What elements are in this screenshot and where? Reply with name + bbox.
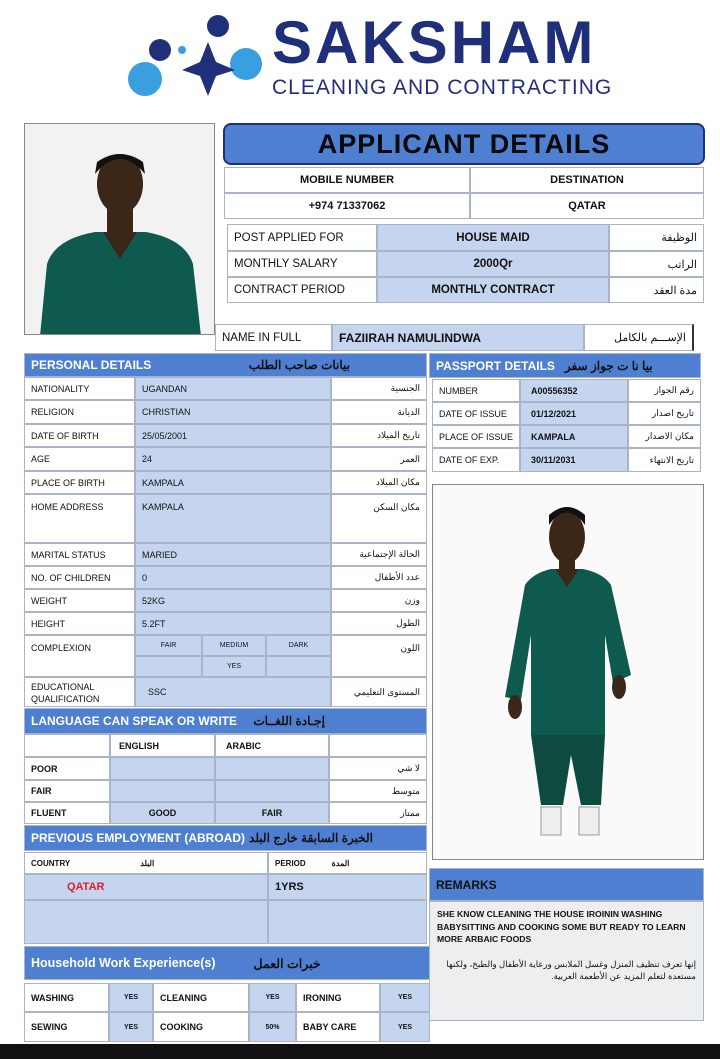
education-label: EDUCATIONAL QUALIFICATION [24, 677, 135, 707]
weight-label: WEIGHT [24, 589, 135, 612]
country-label-ar: البلد [140, 858, 155, 868]
issue-place-label-ar: مكان الاصدار [628, 425, 701, 448]
complexion-medium: MEDIUM [202, 635, 266, 656]
personal-title-ar: بيانات صاحب الطلب [248, 358, 350, 372]
dob-label-ar: تاريخ الميلاد [331, 424, 427, 447]
company-tagline: CLEANING AND CONTRACTING [272, 76, 613, 99]
religion-label: RELIGION [24, 400, 135, 424]
period-label-cell [268, 852, 427, 874]
expiry-label-ar: تاريخ الانتهاء [628, 448, 701, 472]
fluent-english: GOOD [110, 802, 215, 824]
post-value: HOUSE MAID [377, 224, 609, 251]
fair-english [110, 780, 215, 802]
remarks-text-ar: إنها تعرف تنظيف المنزل وغسل الملابس ورعاية الأطفال والطبخ، ولكنها مستعدة لتعلم المزيد عن الأطعمة العربية. [446, 958, 696, 981]
issue-date-label-ar: تاريخ اصدار [628, 402, 701, 425]
applicant-portrait-photo [24, 123, 215, 335]
post-label: POST APPLIED FOR [227, 224, 377, 251]
remarks-text-en: SHE KNOW CLEANING THE HOUSE IROININ WASHING BABYSITTING AND COOKING SOME BUT READY TO LEARN MORE ARBAIC FOODS [437, 909, 686, 944]
religion-value: CHRISTIAN [135, 400, 331, 424]
marital-value: MARIED [135, 543, 331, 566]
employment-blank-1 [24, 900, 268, 944]
bottom-bar [0, 1044, 720, 1059]
cooking-value: 50% [249, 1012, 296, 1042]
country-value: QATAR [24, 874, 268, 900]
full-figure-icon [433, 485, 704, 860]
employment-header [24, 825, 427, 851]
passport-number-label-ar: رقم الجواز [628, 379, 701, 402]
period-label: PERIOD [275, 858, 306, 868]
age-value: 24 [135, 447, 331, 471]
height-label-ar: الطول [331, 612, 427, 635]
babycare-label: BABY CARE [296, 1012, 380, 1042]
height-value: 5.2FT [135, 612, 331, 635]
washing-label: WASHING [24, 983, 109, 1012]
english-header: ENGLISH [110, 734, 215, 757]
household-header [24, 946, 430, 980]
age-label: AGE [24, 447, 135, 471]
marital-label-ar: الحالة الإجتماعية [331, 543, 427, 566]
name-label-ar: الإســـم بالكامل [584, 324, 694, 351]
height-label: HEIGHT [24, 612, 135, 635]
passport-title: PASSPORT DETAILS [436, 358, 555, 373]
destination-value: QATAR [470, 193, 704, 219]
language-blank-ar-header [329, 734, 427, 757]
contract-value: MONTHLY CONTRACT [377, 277, 609, 303]
address-value: KAMPALA [135, 494, 331, 543]
issue-date-label: DATE OF ISSUE [432, 402, 520, 425]
complexion-label-ar: اللون [331, 635, 427, 677]
fluent-label: FLUENT [24, 802, 110, 824]
nationality-label: NATIONALITY [24, 377, 135, 400]
marital-label: MARITAL STATUS [24, 543, 135, 566]
name-label: NAME IN FULL [215, 324, 332, 351]
mobile-label: MOBILE NUMBER [224, 167, 470, 193]
salary-value: 2000Qr [377, 251, 609, 277]
post-label-ar: الوظيفة [609, 224, 704, 251]
language-title-ar: إجـادة اللغــات [253, 714, 325, 728]
children-label-ar: عدد الأطفال [331, 566, 427, 589]
cooking-label: COOKING [153, 1012, 249, 1042]
salary-label-ar: الراتب [609, 251, 704, 277]
personal-details-header [24, 353, 427, 377]
page-title: APPLICANT DETAILS [223, 123, 705, 165]
complexion-dark-mark [266, 656, 331, 677]
issue-date-value: 01/12/2021 [520, 402, 628, 425]
arabic-header: ARABIC [215, 734, 329, 757]
sewing-label: SEWING [24, 1012, 109, 1042]
cleaning-label: CLEANING [153, 983, 249, 1012]
fluent-label-ar: ممتاز [329, 802, 427, 824]
complexion-fair-mark [135, 656, 202, 677]
period-value: 1YRS [268, 874, 427, 900]
cleaning-value: YES [249, 983, 296, 1012]
address-label: HOME ADDRESS [24, 494, 135, 543]
ironing-label: IRONING [296, 983, 380, 1012]
language-title: LANGUAGE CAN SPEAK OR WRITE [31, 714, 238, 728]
fair-label: FAIR [24, 780, 110, 802]
issue-place-value: KAMPALA [520, 425, 628, 448]
contract-label-ar: مدة العقد [609, 277, 704, 303]
contract-label: CONTRACT PERIOD [227, 277, 377, 303]
passport-number-label: NUMBER [432, 379, 520, 402]
age-label-ar: العمر [331, 447, 427, 471]
passport-title-ar: بيا نا ت جواز سفر [564, 358, 653, 373]
household-title: Household Work Experience(s) [31, 956, 216, 970]
destination-label: DESTINATION [470, 167, 704, 193]
education-value: SSC [135, 677, 331, 707]
company-name: SAKSHAM [272, 9, 597, 76]
expiry-label: DATE OF EXP. [432, 448, 520, 472]
complexion-label: COMPLEXION [24, 635, 135, 677]
language-header [24, 708, 427, 734]
children-value: 0 [135, 566, 331, 589]
mobile-value: +974 71337062 [224, 193, 470, 219]
address-label-ar: مكان السكن [331, 494, 427, 543]
dob-value: 25/05/2001 [135, 424, 331, 447]
salary-label: MONTHLY SALARY [227, 251, 377, 277]
expiry-value: 30/11/2031 [520, 448, 628, 472]
religion-label-ar: الديانة [331, 400, 427, 424]
nationality-label-ar: الجنسية [331, 377, 427, 400]
weight-label-ar: وزن [331, 589, 427, 612]
pob-value: KAMPALA [135, 471, 331, 494]
babycare-value: YES [380, 1012, 430, 1042]
passport-number-value: A00556352 [520, 379, 628, 402]
remarks-body [429, 901, 704, 1021]
ironing-value: YES [380, 983, 430, 1012]
portrait-figure-icon [25, 124, 215, 335]
country-label: COUNTRY [31, 858, 71, 868]
employment-blank-2 [268, 900, 427, 944]
education-label-ar: المستوى التعليمي [331, 677, 427, 707]
weight-value: 52KG [135, 589, 331, 612]
employment-title: PREVIOUS EMPLOYMENT (ABROAD) [31, 831, 246, 845]
household-title-ar: خبرات العمل [253, 956, 321, 971]
company-logo [120, 12, 280, 97]
passport-header [429, 353, 701, 378]
poor-label-ar: لا شي [329, 757, 427, 780]
name-value: FAZIIRAH NAMULINDWA [332, 324, 584, 351]
issue-place-label: PLACE OF ISSUE [432, 425, 520, 448]
fluent-arabic: FAIR [215, 802, 329, 824]
washing-value: YES [109, 983, 153, 1012]
personal-title: PERSONAL DETAILS [31, 358, 152, 372]
poor-english [110, 757, 215, 780]
country-label-cell [24, 852, 268, 874]
employment-title-ar: الخبرة السابقة خارج البلد [249, 831, 373, 845]
period-label-ar: المدة [331, 858, 350, 868]
pob-label: PLACE OF BIRTH [24, 471, 135, 494]
complexion-medium-mark: YES [202, 656, 266, 677]
complexion-fair: FAIR [135, 635, 202, 656]
logo-bubbles-icon [120, 12, 280, 97]
pob-label-ar: مكان الميلاد [331, 471, 427, 494]
complexion-dark: DARK [266, 635, 331, 656]
sewing-value: YES [109, 1012, 153, 1042]
poor-label: POOR [24, 757, 110, 780]
applicant-full-photo [432, 484, 704, 860]
children-label: NO. OF CHILDREN [24, 566, 135, 589]
remarks-header: REMARKS [429, 868, 704, 901]
fair-label-ar: متوسط [329, 780, 427, 802]
poor-arabic [215, 757, 329, 780]
language-blank-header [24, 734, 110, 757]
nationality-value: UGANDAN [135, 377, 331, 400]
dob-label: DATE OF BIRTH [24, 424, 135, 447]
fair-arabic [215, 780, 329, 802]
